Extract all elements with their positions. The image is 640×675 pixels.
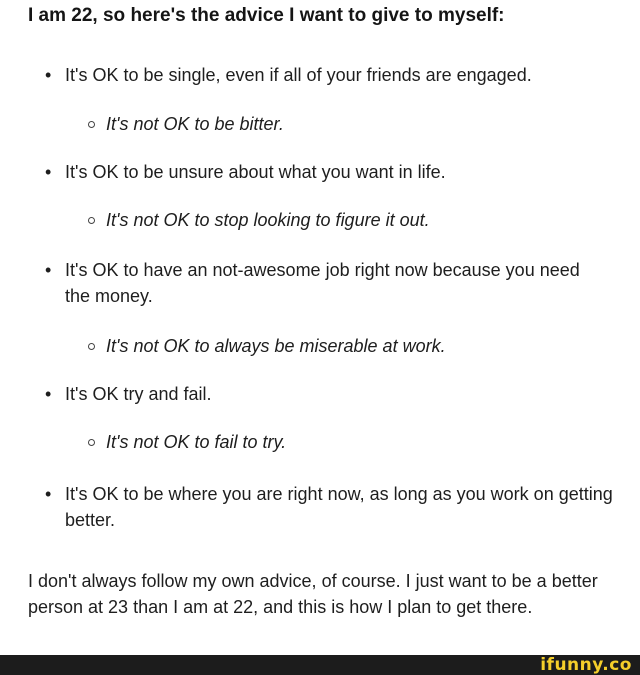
list-item-text: It's OK to have an not-awesome job right now because you need the money. [65,260,580,306]
sub-list-item [106,207,606,233]
bullet-icon: • [45,384,52,404]
bullet-icon: • [45,260,52,280]
list-item [45,159,625,185]
bullet-icon: • [45,65,52,85]
hollow-bullet-icon [88,121,95,128]
list-item-text: It's OK to be single, even if all of your friends are engaged. [65,65,532,85]
sub-list-item [106,111,606,137]
list-item-text: It's OK to be unsure about what you want in life. [65,162,446,182]
list-item-text: It's OK try and fail. [65,384,212,404]
sub-list-item-text: It's not OK to always be miserable at work. [106,336,446,356]
footer-bar [0,655,640,675]
sub-list-item [106,333,606,359]
hollow-bullet-icon [88,439,95,446]
bullet-icon: • [45,484,52,504]
ifunny-watermark-logo: ifunny.co [540,655,632,675]
closing-paragraph: I don't always follow my own advice, of course. I just want to be a better person at 23 than I am at 22, and this is how I plan to get there. [28,571,598,617]
post-heading: I am 22, so here's the advice I want to give to myself: [28,5,505,26]
list-item-text: It's OK to be where you are right now, as long as you work on getting better. [65,484,613,530]
hollow-bullet-icon [88,217,95,224]
list-item [45,381,625,407]
bullet-icon: • [45,162,52,182]
sub-list-item [106,429,606,455]
sub-list-item-text: It's not OK to fail to try. [106,432,287,452]
list-item [45,62,625,88]
sub-list-item-text: It's not OK to be bitter. [106,114,284,134]
list-item [45,257,605,309]
list-item [45,481,620,533]
sub-list-item-text: It's not OK to stop looking to figure it out. [106,210,430,230]
hollow-bullet-icon [88,343,95,350]
